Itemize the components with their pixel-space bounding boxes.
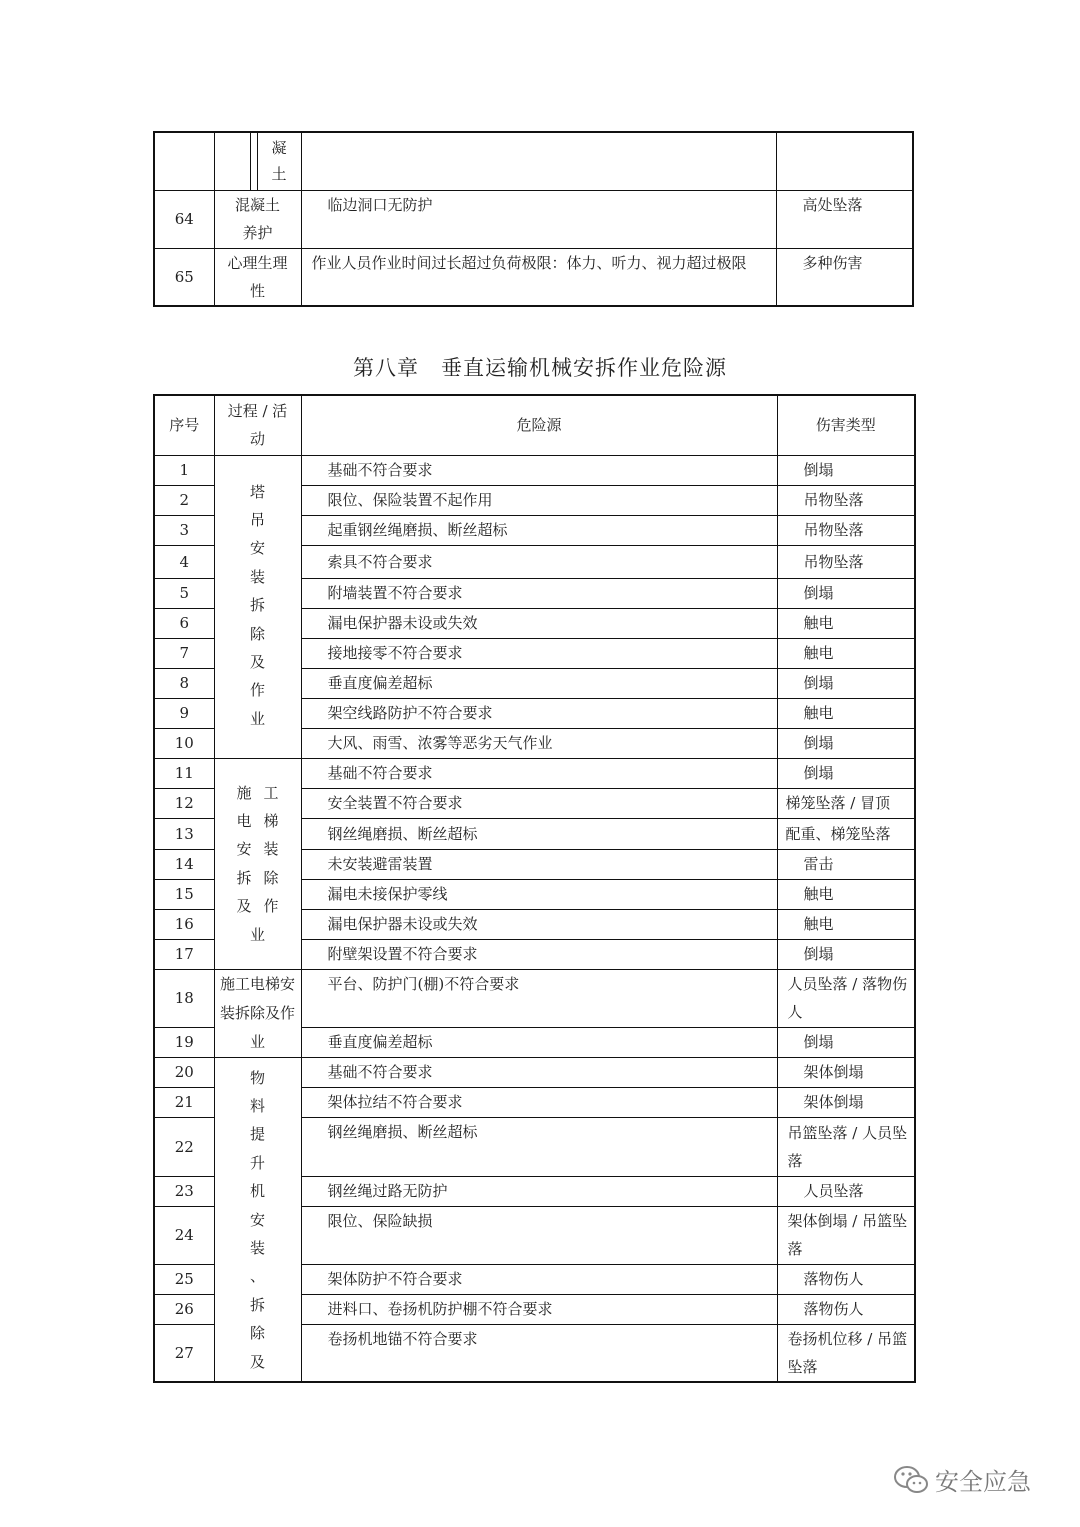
process-cell: 施工电梯安装拆除及作业 xyxy=(214,969,301,1057)
hazard-cell: 限位、保险装置不起作用 xyxy=(301,485,777,515)
no-cell: 19 xyxy=(154,1027,214,1057)
table-row xyxy=(154,190,913,248)
hazard-cell: 基础不符合要求 xyxy=(301,455,777,485)
hazard-cell: 架体防护不符合要求 xyxy=(301,1264,777,1294)
injury-cell: 触电 xyxy=(777,909,915,939)
table-header-row xyxy=(154,395,915,455)
injury-cell: 触电 xyxy=(777,698,915,728)
process-char: 安 xyxy=(249,1210,265,1229)
hazard-cell: 架空线路防护不符合要求 xyxy=(301,698,777,728)
header-process: 过程 / 活动 xyxy=(214,395,301,455)
injury-cell: 倒塌 xyxy=(777,668,915,698)
process-char: 及 xyxy=(249,652,265,671)
hazard-table xyxy=(153,394,916,1383)
table-row xyxy=(154,969,915,1027)
process-cell: 混凝土养护 xyxy=(214,190,301,248)
no-cell: 25 xyxy=(154,1264,214,1294)
no-cell xyxy=(154,132,214,190)
injury-cell: 落物伤人 xyxy=(777,1294,915,1324)
hazard-cell: 钢丝绳过路无防护 xyxy=(301,1176,777,1206)
hazard-cell: 临边洞口无防护 xyxy=(301,190,776,248)
header-injury: 伤害类型 xyxy=(777,395,915,455)
injury-cell: 配重、梯笼坠落 xyxy=(777,818,915,849)
table-row xyxy=(154,758,915,788)
table-row xyxy=(154,132,913,190)
no-cell: 8 xyxy=(154,668,214,698)
no-cell: 3 xyxy=(154,515,214,545)
no-cell: 16 xyxy=(154,909,214,939)
hazard-cell: 作业人员作业时间过长超过负荷极限：体力、听力、视力超过极限 xyxy=(301,248,776,306)
process-char: 装 xyxy=(249,567,265,586)
hazard-cell: 钢丝绳磨损、断丝超标 xyxy=(301,1117,777,1176)
process-char: 及作 xyxy=(236,897,291,916)
hazard-cell: 基础不符合要求 xyxy=(301,758,777,788)
injury-cell: 倒塌 xyxy=(777,1027,915,1057)
no-cell: 1 xyxy=(154,455,214,485)
no-cell: 15 xyxy=(154,879,214,909)
injury-cell: 高处坠落 xyxy=(776,190,913,248)
hazard-cell: 卷扬机地锚不符合要求 xyxy=(301,1324,777,1382)
no-cell: 27 xyxy=(154,1324,214,1382)
injury-cell: 多种伤害 xyxy=(776,248,913,306)
process-cell xyxy=(214,1057,301,1382)
process-char: 业 xyxy=(249,925,277,944)
no-cell: 65 xyxy=(154,248,214,306)
no-cell: 21 xyxy=(154,1087,214,1117)
hazard-cell: 安全装置不符合要求 xyxy=(301,788,777,818)
hazard-cell: 架体拉结不符合要求 xyxy=(301,1087,777,1117)
injury-cell: 倒塌 xyxy=(777,939,915,969)
process-char: 除 xyxy=(249,624,265,643)
hazard-cell: 附壁架设置不符合要求 xyxy=(301,939,777,969)
no-cell: 10 xyxy=(154,728,214,758)
process-cell xyxy=(214,758,301,969)
injury-cell: 吊篮坠落 / 人员坠落 xyxy=(777,1117,915,1176)
no-cell: 2 xyxy=(154,485,214,515)
table-row xyxy=(154,455,915,485)
no-cell: 23 xyxy=(154,1176,214,1206)
no-cell: 6 xyxy=(154,608,214,638)
process-char: 凝 xyxy=(271,139,287,158)
injury-cell: 触电 xyxy=(777,879,915,909)
process-cell: 心理生理性 xyxy=(214,248,301,306)
watermark xyxy=(893,1462,1031,1497)
hazard-cell: 未安装避雷装置 xyxy=(301,849,777,879)
process-char: 机 xyxy=(249,1182,265,1201)
process-char: 业 xyxy=(249,709,265,728)
hazard-table-continued xyxy=(153,131,914,307)
chapter-title: 第八章 垂直运输机械安拆作业危险源 xyxy=(353,356,727,380)
process-cell xyxy=(214,132,250,190)
no-cell: 13 xyxy=(154,818,214,849)
injury-cell: 倒塌 xyxy=(777,455,915,485)
process-char: 及 xyxy=(249,1352,265,1371)
watermark-text: 安全应急 xyxy=(935,1468,1031,1496)
process-cell xyxy=(250,132,257,190)
table-row xyxy=(154,1057,915,1087)
process-char: 安 xyxy=(249,539,265,558)
injury-cell: 卷扬机位移 / 吊篮坠落 xyxy=(777,1324,915,1382)
injury-cell xyxy=(776,132,913,190)
process-cell xyxy=(214,455,301,758)
table-row xyxy=(154,248,913,306)
no-cell: 17 xyxy=(154,939,214,969)
injury-cell: 架体倒塌 / 吊篮坠落 xyxy=(777,1206,915,1264)
process-char: 料 xyxy=(249,1096,265,1115)
hazard-cell: 垂直度偏差超标 xyxy=(301,1027,777,1057)
no-cell: 22 xyxy=(154,1117,214,1176)
injury-cell: 吊物坠落 xyxy=(777,515,915,545)
injury-cell: 落物伤人 xyxy=(777,1264,915,1294)
hazard-cell: 漏电未接保护零线 xyxy=(301,879,777,909)
injury-cell: 倒塌 xyxy=(777,578,915,608)
process-char: 施工 xyxy=(236,783,291,802)
no-cell: 4 xyxy=(154,545,214,578)
process-char: 电梯 xyxy=(236,811,291,830)
injury-cell: 人员坠落 xyxy=(777,1176,915,1206)
hazard-cell: 索具不符合要求 xyxy=(301,545,777,578)
injury-cell: 人员坠落 / 落物伤人 xyxy=(777,969,915,1027)
hazard-cell: 接地接零不符合要求 xyxy=(301,638,777,668)
hazard-cell: 钢丝绳磨损、断丝超标 xyxy=(301,818,777,849)
process-char: 安装 xyxy=(236,840,291,859)
hazard-cell: 平台、防护门(棚)不符合要求 xyxy=(301,969,777,1027)
hazard-cell: 大风、雨雪、浓雾等恶劣天气作业 xyxy=(301,728,777,758)
process-subcell xyxy=(257,132,301,190)
no-cell: 9 xyxy=(154,698,214,728)
process-char: 拆 xyxy=(249,1295,265,1314)
header-hazard: 危险源 xyxy=(301,395,777,455)
process-char: 拆除 xyxy=(236,868,291,887)
injury-cell: 吊物坠落 xyxy=(777,545,915,578)
process-char: 土 xyxy=(271,165,287,184)
process-char: 塔 xyxy=(249,482,265,501)
process-char: 作 xyxy=(249,681,265,700)
process-char: 提 xyxy=(249,1125,265,1144)
injury-cell: 吊物坠落 xyxy=(777,485,915,515)
no-cell: 12 xyxy=(154,788,214,818)
injury-cell: 倒塌 xyxy=(777,758,915,788)
no-cell: 11 xyxy=(154,758,214,788)
process-char: 装 xyxy=(249,1238,265,1257)
wechat-icon xyxy=(893,1465,929,1495)
process-char: 吊 xyxy=(249,510,265,529)
process-char: 、 xyxy=(249,1267,265,1286)
injury-cell: 梯笼坠落 / 冒顶 xyxy=(777,788,915,818)
process-char: 拆 xyxy=(249,596,265,615)
injury-cell: 架体倒塌 xyxy=(777,1057,915,1087)
hazard-cell: 附墙装置不符合要求 xyxy=(301,578,777,608)
process-char: 物 xyxy=(249,1068,265,1087)
no-cell: 26 xyxy=(154,1294,214,1324)
header-no: 序号 xyxy=(154,395,214,455)
injury-cell: 触电 xyxy=(777,638,915,668)
no-cell: 14 xyxy=(154,849,214,879)
hazard-cell: 垂直度偏差超标 xyxy=(301,668,777,698)
process-char: 升 xyxy=(249,1153,265,1172)
hazard-cell: 漏电保护器未设或失效 xyxy=(301,909,777,939)
hazard-cell: 限位、保险缺损 xyxy=(301,1206,777,1264)
no-cell: 18 xyxy=(154,969,214,1027)
injury-cell: 倒塌 xyxy=(777,728,915,758)
table-body xyxy=(154,455,915,1382)
process-char: 除 xyxy=(249,1324,265,1343)
injury-cell: 雷击 xyxy=(777,849,915,879)
hazard-cell: 起重钢丝绳磨损、断丝超标 xyxy=(301,515,777,545)
hazard-cell: 基础不符合要求 xyxy=(301,1057,777,1087)
no-cell: 20 xyxy=(154,1057,214,1087)
hazard-cell: 漏电保护器未设或失效 xyxy=(301,608,777,638)
injury-cell: 触电 xyxy=(777,608,915,638)
hazard-cell: 进料口、卷扬机防护棚不符合要求 xyxy=(301,1294,777,1324)
no-cell: 64 xyxy=(154,190,214,248)
no-cell: 7 xyxy=(154,638,214,668)
no-cell: 24 xyxy=(154,1206,214,1264)
hazard-cell xyxy=(301,132,776,190)
no-cell: 5 xyxy=(154,578,214,608)
injury-cell: 架体倒塌 xyxy=(777,1087,915,1117)
